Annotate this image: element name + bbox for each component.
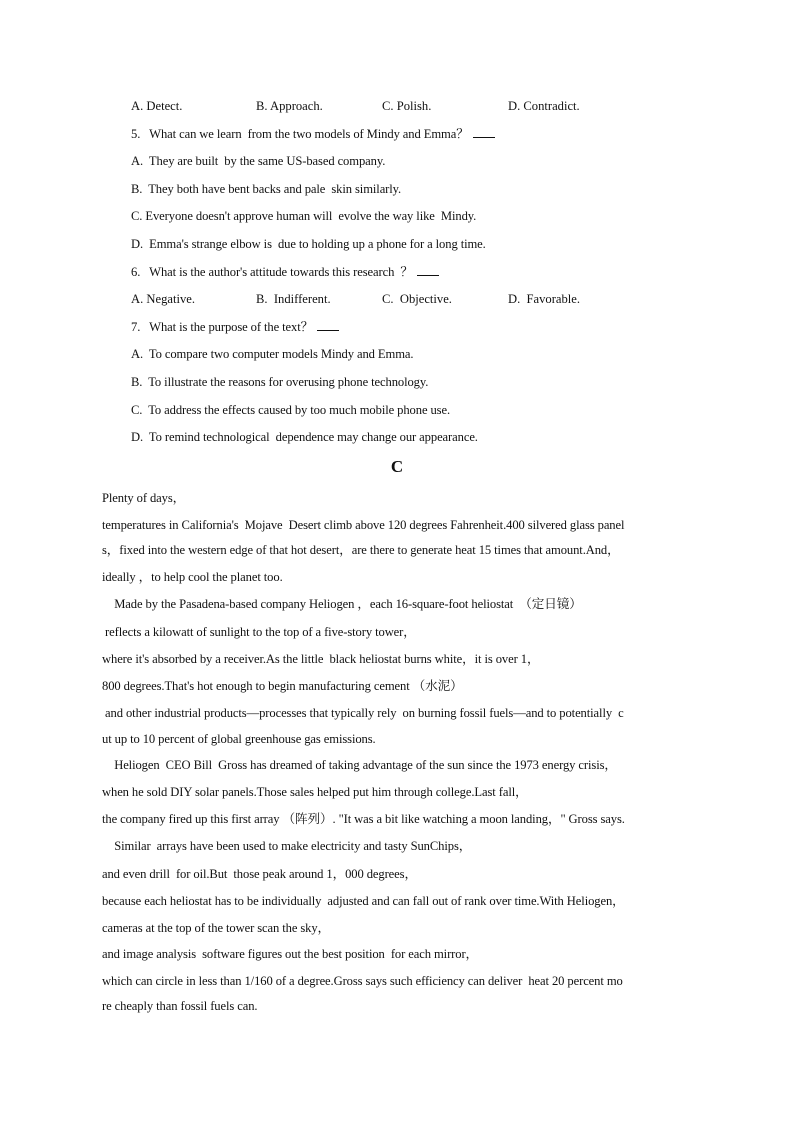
passage-line: ideally ，to help cool the planet too. [102,570,283,584]
passage-line: ut up to 10 percent of global greenhouse gas emissions. [102,732,376,746]
passage-line: and even drill for oil.But those peak around 1，000 degrees， [102,867,417,881]
section-title: C [390,457,404,476]
answer-blank [317,319,339,331]
passage-line: which can circle in less than 1/160 of a degree.Gross says such efficiency can deliver heat 20 percent mo [102,974,623,988]
passage-line: the company fired up this first array （阵列）. "It was a bit like watching a moon landing，" Gross says. [102,812,625,826]
passage-line: Plenty of days， [102,491,186,505]
passage-line: when he sold DIY solar panels.Those sales helped put him through college.Last fall， [102,785,528,799]
q6-stem: 6. What is the author's attitude towards this research ？ [131,264,439,280]
answer-blank [417,264,439,276]
q5-option-d: D. Emma's strange elbow is due to holding up a phone for a long time. [131,237,486,251]
q7-option-c: C. To address the effects caused by too much mobile phone use. [131,403,451,417]
q6-option-a: A. Negative. [131,292,195,306]
q4-option-b: B. Approach. [256,99,323,113]
q5-option-b: B. They both have bent backs and pale skin similarly. [131,182,402,196]
q4-option-d: D. Contradict. [508,99,580,113]
passage-line: and image analysis software figures out the best position for each mirror， [102,947,479,961]
q7-stem: 7. What is the purpose of the text？ [131,319,339,335]
answer-blank [473,126,495,138]
passage-line: cameras at the top of the tower scan the sky， [102,921,331,935]
q4-option-c: C. Polish. [382,99,432,113]
q6-option-d: D. Favorable. [508,292,581,306]
passage-line: because each heliostat has to be individually adjusted and can fall out of rank over time.With Heliogen， [102,894,625,908]
q6-option-b: B. Indifferent. [256,292,331,306]
q7-option-a: A. To compare two computer models Mindy and Emma. [131,347,414,361]
passage-line: reflects a kilowatt of sunlight to the top of a five-story tower， [102,625,416,639]
q5-option-c: C. Everyone doesn't approve human will evolve the way like Mindy. [131,209,477,223]
q5-option-a: A. They are built by the same US-based company. [131,154,386,168]
passage-line: where it's absorbed by a receiver.As the little black heliostat burns white，it is over 1， [102,652,540,666]
passage-line: 800 degrees.That's hot enough to begin manufacturing cement （水泥） [102,679,463,693]
q7-option-d: D. To remind technological dependence may change our appearance. [131,430,478,444]
q6-option-c: C. Objective. [382,292,452,306]
passage-line: Similar arrays have been used to make electricity and tasty SunChips， [102,839,472,853]
q5-stem: 5. What can we learn from the two models of Mindy and Emma？ [131,126,495,142]
q4-option-a: A. Detect. [131,99,183,113]
passage-line: re cheaply than fossil fuels can. [102,999,258,1013]
passage-line: s，fixed into the western edge of that hot desert，are there to generate heat 15 times that amount.And， [102,543,620,557]
q7-option-b: B. To illustrate the reasons for overusing phone technology. [131,375,429,389]
passage-line: and other industrial products—processes that typically rely on burning fossil fuels—and to potentially c [102,706,624,720]
passage-line: Made by the Pasadena-based company Heliogen ，each 16-square-foot heliostat （定日镜） [102,597,582,611]
passage-line: Heliogen CEO Bill Gross has dreamed of taking advantage of the sun since the 1973 energy crisis， [102,758,617,772]
passage-line: temperatures in California's Mojave Desert climb above 120 degrees Fahrenheit.400 silvered glass panel [102,518,625,532]
